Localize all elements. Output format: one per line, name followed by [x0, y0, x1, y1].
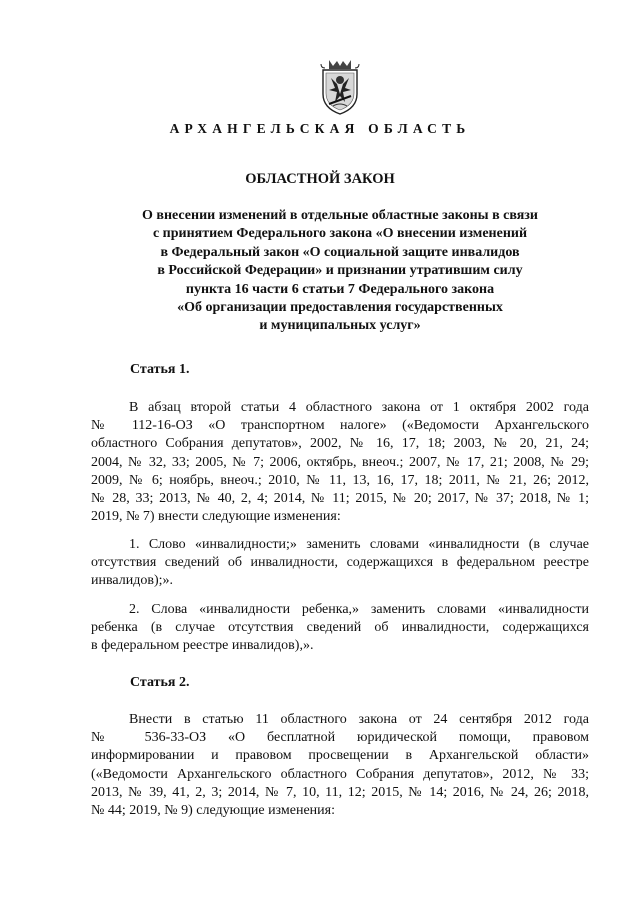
article-2-heading: Статья 2.	[130, 675, 190, 690]
text-line: № 44; 2019, № 9) следующие изменения:	[91, 803, 335, 819]
text-line: № 112-16-ОЗ «О транспортном налоге» («Ведомости Архангельского	[91, 418, 589, 434]
title-line: «Об организации предоставления государственных	[177, 300, 503, 316]
article-1-heading: Статья 1.	[130, 362, 190, 377]
law-title	[90, 207, 590, 336]
text-line: инвалидов);».	[91, 573, 174, 589]
article-2-intro	[91, 711, 589, 820]
coat-of-arms-icon	[317, 58, 363, 116]
title-line: в Российской Федерации» и признании утратившим силу	[157, 263, 523, 279]
text-line: 2013, № 39, 41, 2, 3; 2014, № 7, 10, 11, 12; 2015, № 14; 2016, № 24, 26; 2018,	[91, 784, 589, 800]
title-line: О внесении изменений в отдельные областные законы в связи	[142, 208, 538, 223]
text-line: № 28, 33; 2013, № 40, 2, 4; 2014, № 11; 2015, № 20; 2017, № 37; 2018, № 1;	[91, 491, 589, 507]
text-line: областного Собрания депутатов», 2002, № 16, 17, 18; 2003, № 20, 21, 24;	[91, 436, 589, 452]
text-line: 2. Слова «инвалидности ребенка,» заменить словами «инвалидности	[129, 602, 589, 617]
text-line: в федеральном реестре инвалидов),».	[91, 638, 314, 654]
text-line: информировании и правовом просвещении в Архангельской области»	[91, 748, 589, 764]
text-line: 2009, № 6; ноябрь, внеоч.; 2010, № 11, 13, 16, 17, 18; 2011, № 21, 26; 2012,	[91, 472, 589, 488]
title-line: и муниципальных услуг»	[259, 318, 421, 334]
text-line: 2019, № 7) внести следующие изменения:	[91, 509, 341, 525]
law-type: ОБЛАСТНОЙ ЗАКОН	[245, 171, 395, 187]
article-1-item-2	[91, 601, 589, 656]
article-1-intro	[91, 399, 589, 526]
title-line: в Федеральный закон «О социальной защите инвалидов	[160, 244, 520, 260]
text-line: № 536-33-ОЗ «О бесплатной юридической помощи, правовом	[91, 730, 589, 746]
text-line: отсутствия сведений об инвалидности, содержащихся в федеральном реестре	[91, 555, 589, 571]
text-line: («Ведомости Архангельского областного Собрания депутатов», 2012, № 33;	[91, 766, 589, 782]
title-line: пункта 16 части 6 статьи 7 Федерального закона	[185, 281, 495, 297]
text-line: Внести в статью 11 областного закона от 24 сентября 2012 года	[129, 712, 589, 727]
text-line: В абзац второй статьи 4 областного закона от 1 октября 2002 года	[129, 400, 589, 415]
article-1-item-1	[91, 536, 589, 591]
region-name: АРХАНГЕЛЬСКАЯ ОБЛАСТЬ	[169, 121, 471, 136]
title-line: с принятием Федерального закона «О внесении изменений	[152, 226, 528, 242]
text-line: 2004, № 32, 33; 2005, № 7; 2006, октябрь, внеоч.; 2007, № 17, 21; 2008, № 29;	[91, 454, 589, 470]
text-line: ребенка (в случае отсутствия сведений об инвалидности, содержащихся	[91, 620, 589, 636]
text-line: 1. Слово «инвалидности;» заменить словами «инвалидности (в случае	[129, 537, 589, 552]
